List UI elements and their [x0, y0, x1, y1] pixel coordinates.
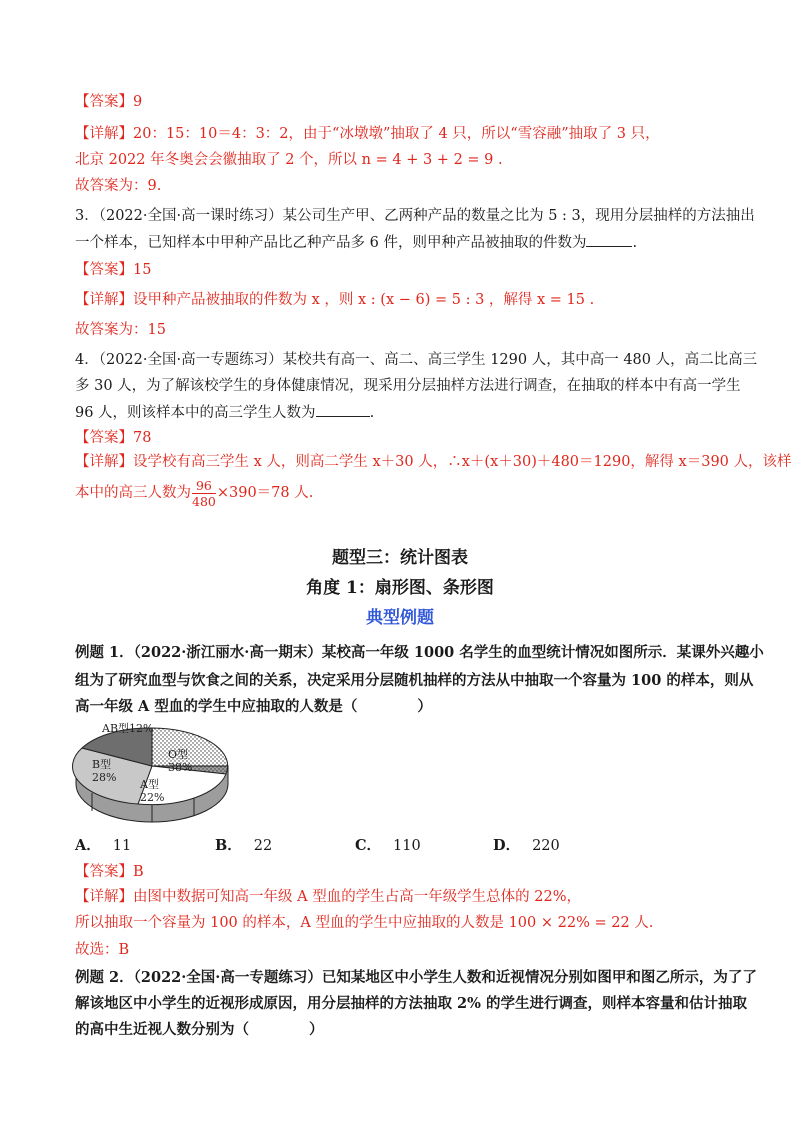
pie-label-a: A型 [140, 778, 159, 791]
q4-text-3-end: . [369, 405, 375, 421]
option-b[interactable] [215, 834, 272, 855]
q2-detail-1: 【详解】20：15：10＝4：3：2，由于“冰墩墩”抽取了 4 只，所以“雪容融”抽取了 3 只， [75, 126, 660, 142]
option-b-label: B． [215, 837, 242, 854]
ex2-text-3-end: ） [309, 1021, 324, 1038]
q2-answer: 【答案】9 [75, 94, 143, 110]
q3-detail: 【详解】设甲种产品被抽取的件数为 x ，则 x : (x − 6) = 5 : 3 ，解得 x = 15 . [75, 292, 595, 308]
ex2-text-2: 解该地区中小学生的近视形成原因，用分层抽样的方法抽取 2% 的学生进行调查，则样本容量和估计抽取 [75, 995, 747, 1012]
option-c-label: C． [355, 837, 382, 854]
q4-text-3-main: 96 人，则该样本中的高三学生人数为 [75, 405, 316, 421]
ex2-text-1: 例题 2．（2022·全国·高一专题练习）已知某地区中小学生人数和近视情况分别如图甲和图乙所示，为了了 [75, 969, 757, 986]
q3-text-2-end: . [632, 235, 638, 251]
q4-detail-1: 【详解】设学校有高三学生 x 人，则高二学生 x＋30 人，∴x＋(x＋30)＋480＝1290，解得 x＝390 人，该样 [75, 454, 792, 470]
pie-label-o: O型 [168, 748, 189, 761]
option-c-value: 110 [393, 838, 421, 854]
ex1-text-3-main: 高一年级 A 型血的学生中应抽取的人数是（ [75, 698, 358, 715]
q4-detail-2 [75, 476, 313, 510]
option-d-label: D． [493, 837, 521, 854]
q3-text-2-main: 一个样本，已知样本中甲种产品比乙种产品多 6 件，则甲种产品被抽取的件数为 [75, 235, 587, 251]
q4-fraction-numerator: 96 [192, 478, 216, 494]
ex1-text-3 [75, 697, 432, 717]
q4-answer-blank [316, 402, 370, 417]
ex1-text-2: 组为了研究血型与饮食之间的关系，决定采用分层随机抽样的方法从中抽取一个容量为 100 的样本，则从 [75, 672, 754, 689]
q4-detail-2-pre: 本中的高三人数为 [75, 485, 191, 501]
ex1-detail-1: 【详解】由图中数据可知高一年级 A 型血的学生占高一年级学生总体的 22%， [75, 889, 582, 905]
q4-text-3 [75, 402, 374, 423]
option-a-value: 11 [112, 838, 132, 854]
ex2-text-3-main: 的高中生近视人数分别为（ [75, 1021, 249, 1038]
ex1-conclusion: 故选：B [75, 942, 130, 958]
ex1-answer: 【答案】B [75, 864, 144, 880]
q3-answer: 【答案】15 [75, 262, 152, 278]
pie-label-b-pct: 28% [92, 771, 117, 784]
q4-detail-2-post: ×390＝78 人. [216, 485, 314, 501]
q2-detail-2: 北京 2022 年冬奥会会徽抽取了 2 个，所以 n = 4 + 3 + 2 = 9 . [75, 152, 503, 168]
q2-conclusion: 故答案为：9. [75, 178, 162, 194]
q3-conclusion: 故答案为：15 [75, 322, 166, 338]
example-heading: 典型例题 [366, 608, 434, 628]
ex2-text-3 [75, 1020, 324, 1040]
ex1-text-3-end: ） [417, 698, 432, 715]
q3-text-2 [75, 232, 637, 253]
ex1-detail-2: 所以抽取一个容量为 100 的样本，A 型血的学生中应抽取的人数是 100 × 22% = 22 人. [75, 915, 654, 931]
option-d-value: 220 [532, 838, 560, 854]
q4-text-2: 多 30 人，为了解该校学生的身体健康情况，现采用分层抽样方法进行调查，在抽取的样本中有高一学生 [75, 378, 741, 394]
q4-answer: 【答案】78 [75, 430, 152, 446]
option-d[interactable] [493, 834, 560, 855]
option-a-label: A． [75, 837, 101, 854]
section-title: 题型三：统计图表 [332, 548, 468, 568]
q4-fraction-denominator: 480 [192, 493, 216, 509]
pie-label-ab: AB型12% [102, 722, 154, 735]
pie-label-b: B型 [92, 758, 112, 771]
section-subtitle: 角度 1：扇形图、条形图 [306, 578, 494, 598]
q3-text-1: 3．（2022·全国·高一课时练习）某公司生产甲、乙两种产品的数量之比为 5 : 3，现用分层抽样的方法抽出 [75, 208, 755, 224]
pie-label-a-pct: 22% [140, 791, 165, 804]
q4-fraction [192, 478, 216, 509]
option-a[interactable] [75, 834, 131, 855]
blood-type-pie-chart [72, 718, 232, 828]
ex1-text-1: 例题 1．（2022·浙江丽水·高一期末）某校高一年级 1000 名学生的血型统计情况如图所示．某课外兴趣小 [75, 644, 764, 661]
option-c[interactable] [355, 834, 421, 855]
option-b-value: 22 [253, 838, 273, 854]
q3-answer-blank [586, 232, 632, 247]
q4-text-1: 4．（2022·全国·高一专题练习）某校共有高一、高二、高三学生 1290 人，其中高一 480 人，高二比高三 [75, 352, 758, 368]
pie-label-o-pct: 38% [168, 761, 193, 774]
